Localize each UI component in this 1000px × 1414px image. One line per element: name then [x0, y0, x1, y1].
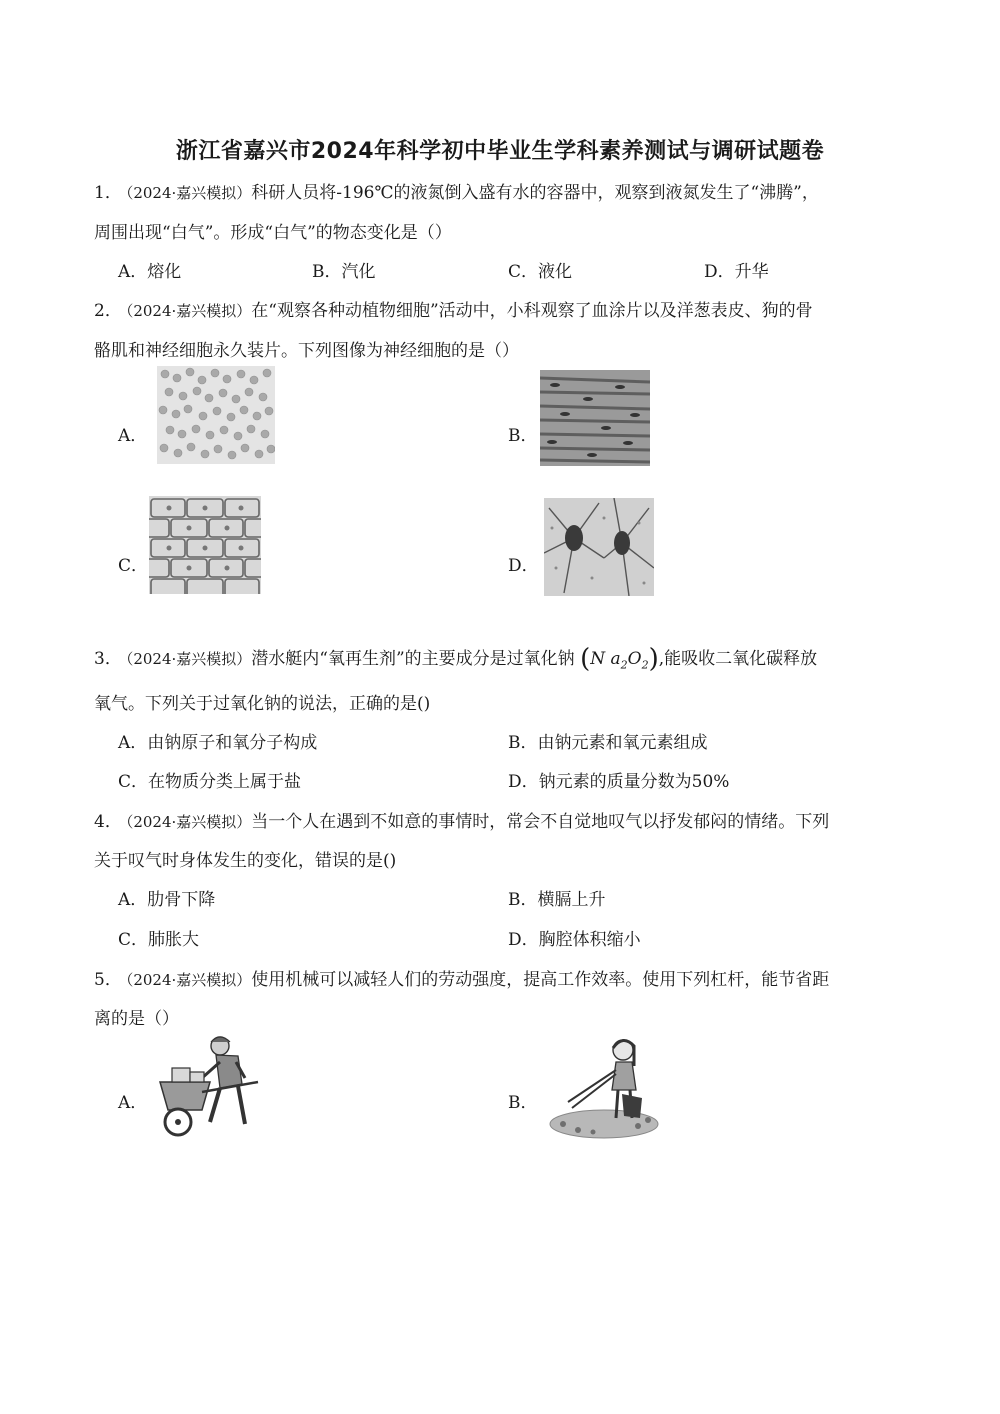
- question-text: 当一个人在遇到不如意的事情时，常会不自觉地叹气以抒发郁闷的情绪。下列: [251, 812, 830, 832]
- q4-option-b[interactable]: B．横膈上升: [508, 890, 606, 910]
- tongs-image[interactable]: [548, 1032, 660, 1140]
- q3-option-c[interactable]: C．在物质分类上属于盐: [118, 772, 302, 792]
- question-1-line-1: [94, 178, 819, 203]
- question-4-line-1: [94, 807, 829, 832]
- onion-epidermis-icon: [149, 496, 261, 594]
- question-text: 使用机械可以减轻人们的劳动强度，提高工作效率。使用下列杠杆，能节省距: [251, 970, 830, 990]
- q2-option-d[interactable]: D．: [508, 556, 539, 576]
- q2-option-b[interactable]: B．: [508, 426, 538, 446]
- question-5-line-1: [94, 965, 829, 990]
- q1-option-b[interactable]: B．汽化: [312, 262, 376, 282]
- question-2-line-2: 骼肌和神经细胞永久装片。下列图像为神经细胞的是（）: [94, 341, 519, 361]
- question-5-line-2: 离的是（）: [94, 1009, 179, 1029]
- question-source: （2024·嘉兴模拟）: [125, 302, 252, 320]
- page-title: 浙江省嘉兴市2024年科学初中毕业生学科素养测试与调研试题卷: [175, 139, 825, 164]
- question-source: （2024·嘉兴模拟）: [125, 650, 252, 668]
- girl-with-tongs-icon: [548, 1032, 660, 1140]
- formula-sub-1: 2: [620, 658, 628, 672]
- blood-smear-image[interactable]: [157, 366, 275, 464]
- blood-smear-icon: [157, 366, 275, 464]
- onion-epidermis-image[interactable]: [149, 496, 261, 594]
- question-2-line-1: [94, 296, 813, 321]
- q3-option-d[interactable]: D．钠元素的质量分数为50%: [508, 772, 730, 792]
- question-text-cont: ,能吸收二氧化碳释放: [658, 649, 818, 669]
- question-number: 2．: [94, 301, 122, 321]
- q5-option-b[interactable]: B．: [508, 1093, 538, 1113]
- question-text: 科研人员将-196℃的液氮倒入盛有水的容器中，观察到液氮发生了“沸腾”，: [251, 183, 819, 203]
- question-3-line-2: 氧气。下列关于过氧化钠的说法，正确的是(): [94, 694, 431, 714]
- skeletal-muscle-image[interactable]: [540, 370, 650, 466]
- question-number: 4．: [94, 812, 122, 832]
- question-source: （2024·嘉兴模拟）: [125, 813, 252, 831]
- q2-option-c[interactable]: C．: [118, 556, 149, 576]
- question-4-line-2: 关于叹气时身体发生的变化，错误的是(): [94, 851, 397, 871]
- q4-option-c[interactable]: C．肺胀大: [118, 930, 200, 950]
- q4-option-d[interactable]: D．胸腔体积缩小: [508, 930, 641, 950]
- q1-option-c[interactable]: C．液化: [508, 262, 573, 282]
- q5-option-a[interactable]: A．: [118, 1093, 148, 1113]
- formula-o: O: [627, 649, 642, 669]
- wheelbarrow-image[interactable]: [150, 1032, 265, 1140]
- question-source: （2024·嘉兴模拟）: [125, 971, 252, 989]
- question-number: 1．: [94, 183, 122, 203]
- sodium-peroxide-formula: (N $a_2O_2$): [580, 644, 659, 674]
- q4-option-a[interactable]: A．肋骨下降: [118, 890, 216, 910]
- question-text: 在“观察各种动植物细胞”活动中，小科观察了血涂片以及洋葱表皮、狗的骨: [251, 301, 813, 321]
- q2-option-a[interactable]: A．: [118, 426, 148, 446]
- formula-sub-2: 2: [641, 658, 649, 672]
- nerve-cell-image[interactable]: [544, 498, 654, 596]
- wheelbarrow-worker-icon: [150, 1032, 265, 1140]
- question-number: 5．: [94, 970, 122, 990]
- q3-option-a[interactable]: A．由钠原子和氧分子构成: [118, 733, 318, 753]
- question-number: 3．: [94, 649, 122, 669]
- skeletal-muscle-icon: [540, 370, 650, 466]
- q3-option-b[interactable]: B．由钠元素和氧元素组成: [508, 733, 708, 753]
- q1-option-a[interactable]: A．熔化: [118, 262, 182, 282]
- formula-na: N a: [590, 649, 621, 669]
- question-source: （2024·嘉兴模拟）: [125, 184, 252, 202]
- question-1-line-2: 周围出现“白气”。形成“白气”的物态变化是（）: [94, 223, 452, 243]
- nerve-cell-icon: [544, 498, 654, 596]
- question-3-line-1: [94, 644, 817, 674]
- question-text: 潜水艇内“氧再生剂”的主要成分是过氧化钠: [251, 649, 575, 669]
- q1-option-d[interactable]: D．升华: [704, 262, 769, 282]
